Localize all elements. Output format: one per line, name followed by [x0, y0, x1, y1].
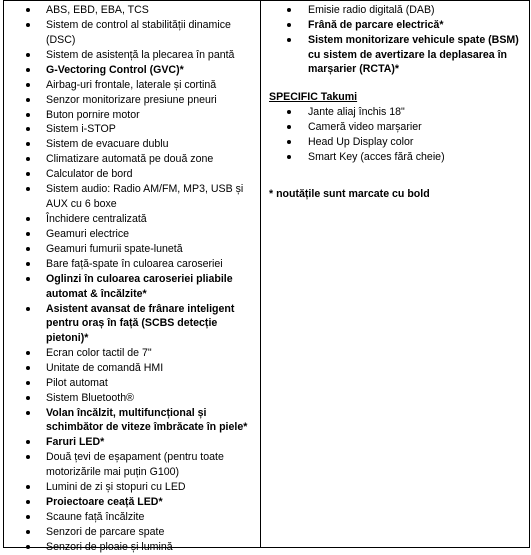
feature-item: [4, 108, 260, 123]
feature-text: Calculator de bord: [46, 168, 133, 181]
specific-feature-list: [261, 105, 529, 165]
feature-item: [4, 510, 260, 525]
feature-text: ABS, EBD, EBA, TCS: [46, 4, 149, 16]
bullet-icon: [26, 455, 30, 459]
feature-item: [4, 391, 260, 406]
right-feature-list: [261, 3, 529, 77]
feature-item: [4, 376, 260, 391]
feature-item: [261, 33, 529, 77]
feature-text: Închidere centralizată: [46, 213, 147, 225]
bullet-icon: [26, 307, 30, 311]
feature-item: [261, 3, 529, 18]
feature-item: [4, 212, 260, 227]
feature-item: [4, 48, 260, 63]
specific-section-title: SPECIFIC Takumi: [269, 90, 358, 103]
feature-item: [4, 137, 260, 152]
bullet-icon: [26, 8, 30, 12]
feature-text: Ecran color tactil de 7": [46, 346, 152, 359]
feature-text: Senzor monitorizare presiune pneuri: [46, 93, 217, 106]
bullet-icon: [26, 381, 30, 385]
feature-item: [4, 525, 260, 540]
bullet-icon: [287, 38, 291, 42]
bullet-icon: [26, 515, 30, 519]
feature-item: [4, 450, 260, 479]
feature-text: Airbag-uri frontale, laterale și cortină: [46, 78, 217, 91]
feature-text: Geamuri fumurii spate-lunetă: [46, 242, 183, 255]
feature-text: Sistem audio: Radio AM/FM, MP3, USB și AUX cu 6 boxe: [46, 183, 244, 211]
feature-text: Geamuri electrice: [46, 227, 130, 240]
bullet-icon: [26, 23, 30, 27]
feature-item: [4, 167, 260, 182]
bullet-icon: [26, 500, 30, 504]
feature-text: Proiectoare ceață LED*: [46, 495, 163, 508]
bullet-icon: [26, 98, 30, 102]
feature-item: [4, 346, 260, 361]
feature-text: G-Vectoring Control (GVC)*: [46, 63, 184, 76]
feature-item: [4, 480, 260, 495]
feature-item: [4, 272, 260, 301]
feature-text: Senzori de ploaie și lumină: [46, 540, 173, 553]
feature-item: [4, 242, 260, 257]
feature-text: Sistem i-STOP: [46, 123, 116, 136]
bold-note: * noutățile sunt marcate cu bold: [269, 188, 430, 201]
bullet-icon: [26, 127, 30, 131]
bullet-icon: [26, 545, 30, 549]
feature-item: [4, 495, 260, 510]
feature-item: [4, 361, 260, 376]
feature-text: Sistem monitorizare vehicule spate (BSM) cu sistem de avertizare la deplasarea în marșarier (RCTA)*: [308, 33, 519, 76]
bullet-icon: [26, 351, 30, 355]
feature-item: [4, 18, 260, 47]
bullet-icon: [26, 113, 30, 117]
feature-item: [4, 406, 260, 435]
feature-text: Senzori de parcare spate: [46, 525, 165, 538]
feature-item: [4, 540, 260, 555]
feature-item: [4, 3, 260, 18]
feature-text: Head Up Display color: [308, 135, 414, 148]
feature-text: Unitate de comandă HMI: [46, 361, 164, 374]
feature-text: Cameră video marșarier: [308, 120, 422, 133]
feature-text: Sistem de evacuare dublu: [46, 138, 169, 151]
feature-item: [261, 135, 529, 150]
bullet-icon: [26, 217, 30, 221]
bullet-icon: [287, 110, 291, 114]
bullet-icon: [26, 172, 30, 176]
feature-text: Volan încălzit, multifuncțional și schimbător de viteze îmbrăcate în piele*: [46, 406, 248, 434]
bullet-icon: [26, 440, 30, 444]
feature-item: [4, 227, 260, 242]
right-column: [261, 3, 529, 201]
feature-text: Sistem de control al stabilității dinamice (DSC): [46, 18, 231, 46]
features-table: [3, 0, 530, 553]
left-feature-list: [4, 3, 260, 554]
bullet-icon: [26, 411, 30, 415]
bullet-icon: [26, 366, 30, 370]
feature-text: Jante aliaj închis 18": [308, 105, 405, 118]
feature-item: [261, 120, 529, 135]
bullet-icon: [26, 262, 30, 266]
feature-text: Climatizare automată pe două zone: [46, 153, 214, 166]
bullet-icon: [26, 485, 30, 489]
bullet-icon: [26, 396, 30, 400]
bullet-icon: [287, 8, 291, 12]
feature-text: Două țevi de eșapament (pentru toate motorizările mai puțin G100): [46, 451, 224, 478]
feature-text: Pilot automat: [46, 376, 108, 389]
feature-item: [4, 152, 260, 167]
feature-item: [4, 63, 260, 78]
feature-text: Sistem Bluetooth®: [46, 391, 134, 404]
feature-item: [4, 122, 260, 137]
feature-item: [261, 105, 529, 120]
bullet-icon: [26, 83, 30, 87]
bullet-icon: [26, 157, 30, 161]
bullet-icon: [26, 277, 30, 281]
bullet-icon: [287, 155, 291, 159]
bullet-icon: [287, 125, 291, 129]
feature-item: [261, 18, 529, 33]
feature-text: Oglinzi în culoarea caroseriei pliabile automat & încălzite*: [46, 272, 233, 300]
bullet-icon: [26, 68, 30, 72]
bullet-icon: [26, 53, 30, 57]
feature-item: [4, 93, 260, 108]
feature-item: [4, 257, 260, 272]
feature-text: Asistent avansat de frânare inteligent pentru oraș în față (SCBS detecție pietoni)*: [46, 302, 235, 344]
feature-item: [4, 78, 260, 93]
bullet-icon: [287, 23, 291, 27]
feature-text: Buton pornire motor: [46, 108, 140, 121]
bullet-icon: [287, 140, 291, 144]
left-column: [4, 3, 260, 555]
feature-text: Scaune față încălzite: [46, 510, 145, 523]
feature-text: Bare față-spate în culoarea caroseriei: [46, 257, 223, 270]
feature-item: [4, 435, 260, 450]
bullet-icon: [26, 530, 30, 534]
feature-text: Emisie radio digitală (DAB): [308, 4, 435, 16]
feature-item: [4, 182, 260, 211]
bullet-icon: [26, 232, 30, 236]
feature-text: Frână de parcare electrică*: [308, 18, 444, 31]
bullet-icon: [26, 142, 30, 146]
bullet-icon: [26, 187, 30, 191]
feature-text: Lumini de zi și stopuri cu LED: [46, 480, 186, 493]
feature-text: Smart Key (acces fără cheie): [308, 150, 445, 163]
feature-item: [4, 302, 260, 346]
bullet-icon: [26, 247, 30, 251]
feature-text: Sistem de asistență la plecarea în pantă: [46, 48, 235, 61]
feature-item: [261, 150, 529, 165]
feature-text: Faruri LED*: [46, 436, 105, 449]
